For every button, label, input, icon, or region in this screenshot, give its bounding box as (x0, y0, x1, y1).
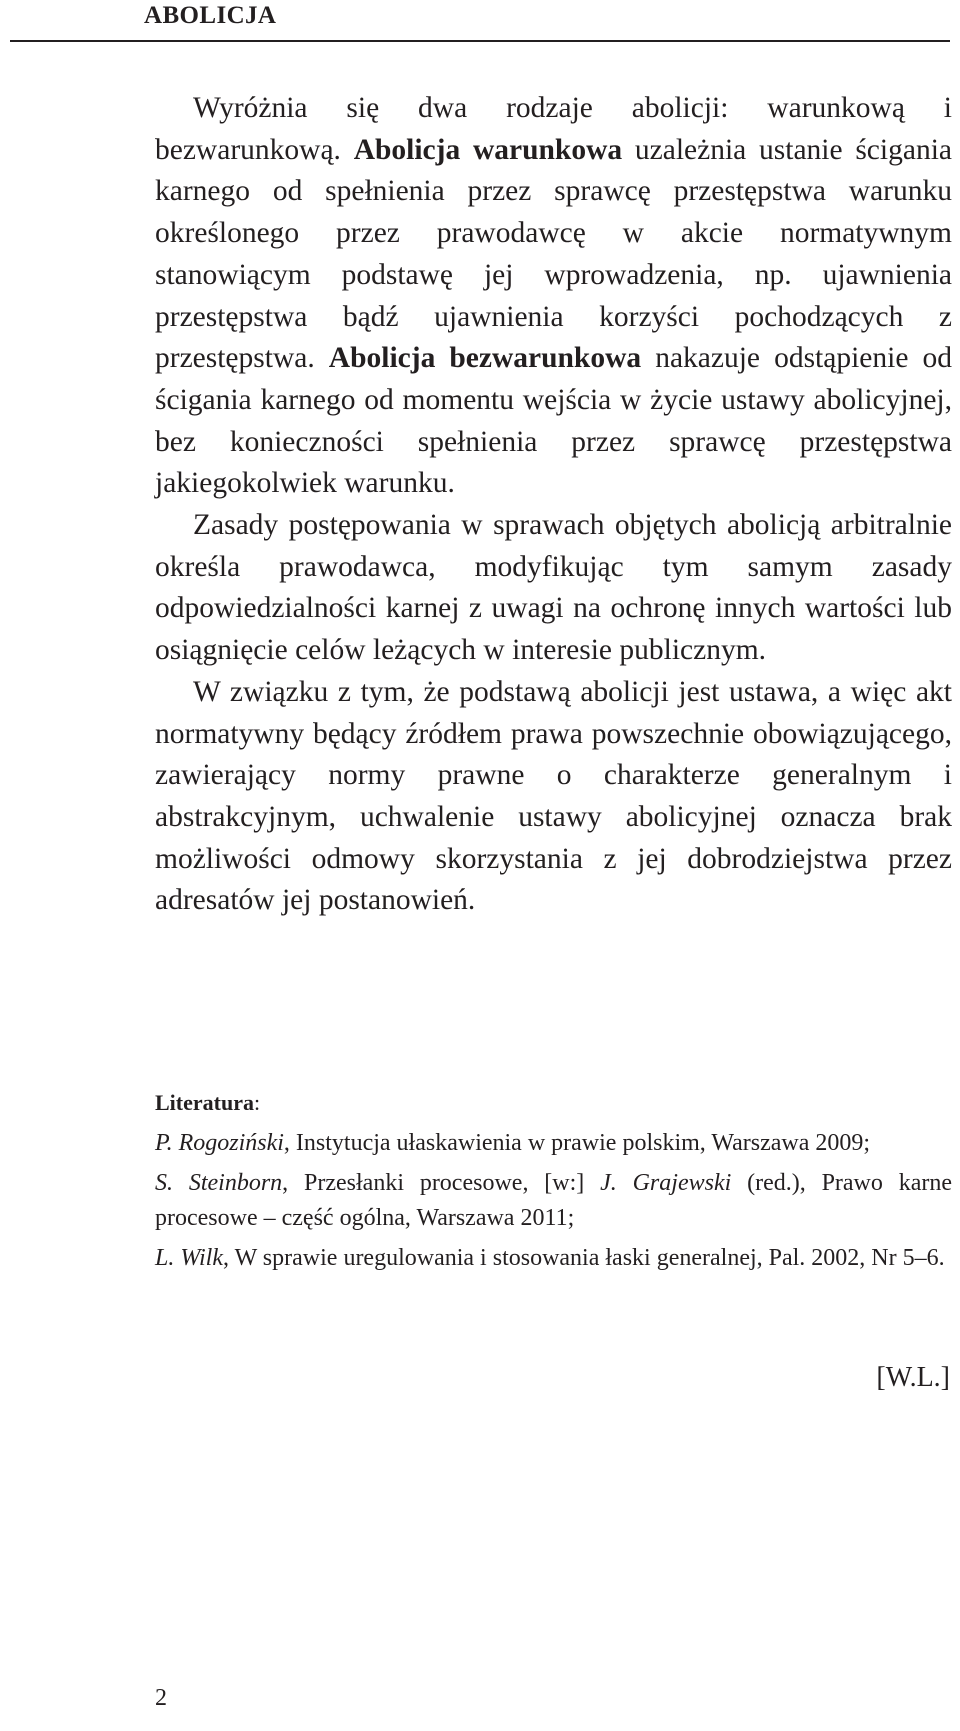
literature-item (155, 1166, 952, 1237)
paragraph-1-text-1: Wyróżnia się dwa rodzaje abolicji: warunkową i bezwarunkową. (155, 92, 952, 166)
literature-title: , Instytucja ułaskawienia w prawie polskim, Warszawa 2009; (283, 1130, 871, 1156)
literature-heading-colon: : (253, 1090, 261, 1115)
paragraph-2: Zasady postępowania w sprawach objętych abolicją arbitralnie określa prawodawca, modyfikując tym samym zasady odpowiedzialności karnej z uwagi na ochronę innych wartości lub osiągnięcie celów leżących w interesie publicznym. (155, 509, 952, 667)
author-signature: [W.L.] (876, 1362, 950, 1393)
literature-author: S. Steinborn (155, 1169, 283, 1196)
literature-author: P. Rogoziński (155, 1130, 284, 1156)
literature-item (155, 1126, 952, 1162)
page-title: ABOLICJA (144, 2, 277, 29)
literature-title: , W sprawie uregulowania i stosowania łaski generalnej, Pal. 2002, Nr 5–6. (223, 1244, 945, 1271)
literature-title: , Przesłanki procesowe, [w:] (282, 1169, 601, 1196)
literature-author: L. Wilk (155, 1244, 224, 1271)
literature-editor: J. Grajewski (600, 1169, 732, 1196)
paragraph-1 (155, 88, 952, 505)
paragraph-1-text-2: uzależnia ustanie ścigania karnego od spełnienia przez sprawcę przestępstwa warunku określonego przez prawodawcę w akcie normatywnym stanowiącym podstawę jej wprowadzenia, np. ujawnienia przestępstwa bądź ujawnienia korzyści pochodzących z przestępstwa. (155, 133, 952, 375)
literature-title-rest: (red.), Prawo karne procesowe – część ogólna, Warszawa 2011; (155, 1169, 953, 1231)
paragraph-3: W związku z tym, że podstawą abolicji jest ustawa, a więc akt normatywny będący źródłem prawa powszechnie obowiązującego, zawierający normy prawne o charakterze generalnym i abstrakcyjnym, uchwalenie ustawy abolicyjnej oznacza brak możliwości odmowy skorzystania z jej dobrodziejstwa przez adresatów jej postanowień. (155, 675, 952, 917)
literature-heading-label: Literatura (155, 1090, 254, 1115)
term-abolicja-bezwarunkowa: Abolicja bezwarunkowa (328, 342, 642, 375)
main-text (155, 88, 952, 922)
literature-section (155, 1086, 952, 1280)
term-abolicja-warunkowa: Abolicja warunkowa (353, 133, 623, 166)
page-number: 2 (155, 1685, 167, 1711)
paragraph-1-text-3: nakazuje odstąpienie od ścigania karnego od momentu wejścia w życie ustawy abolicyjnej, bez konieczności spełnienia przez sprawcę przestępstwa jakiegokolwiek warunku. (155, 342, 952, 500)
literature-item (155, 1241, 952, 1277)
literature-heading (155, 1086, 952, 1120)
